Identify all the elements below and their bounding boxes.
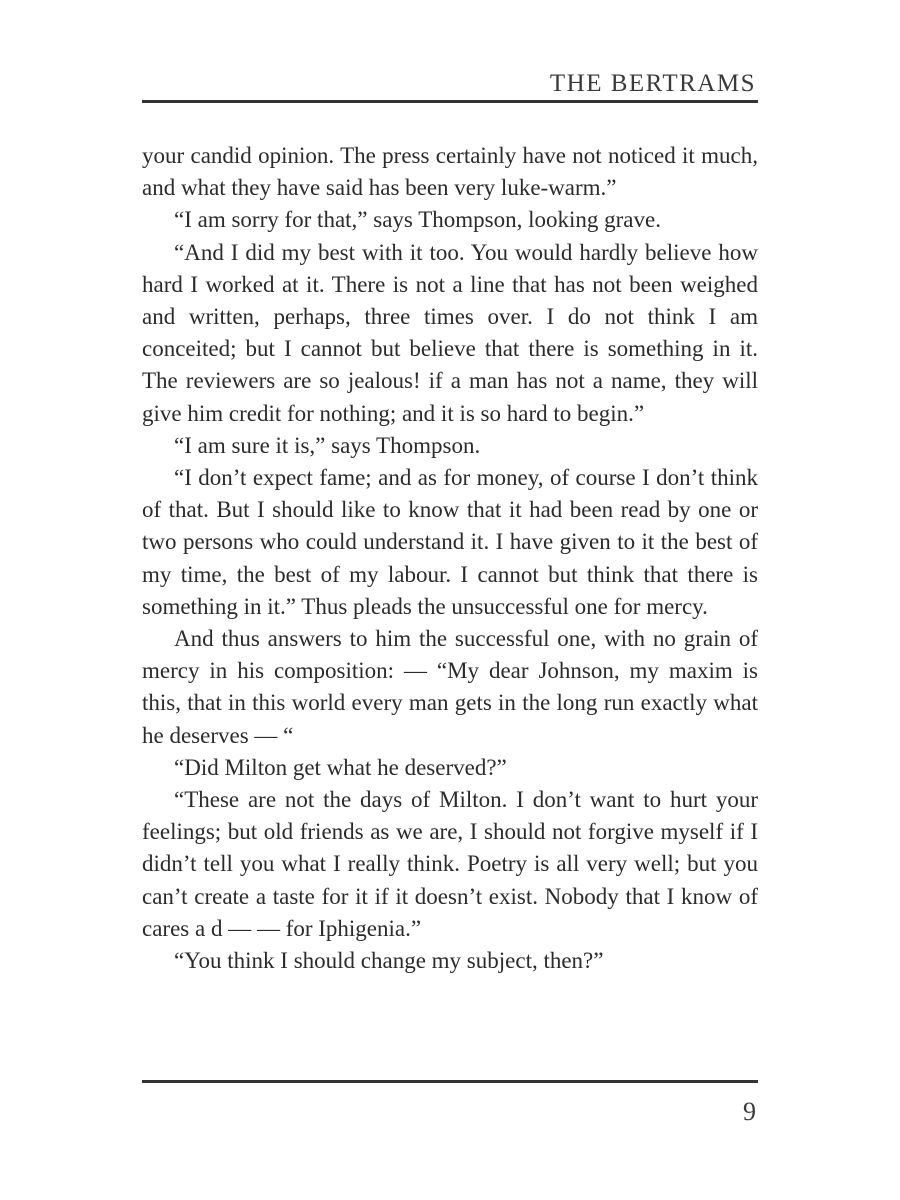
paragraph: your candid opinion. The press certainly have not noticed it much, and what they have said has been very luke-warm.” xyxy=(142,143,758,201)
paragraph: “Did Milton get what he deserved?” xyxy=(174,754,507,780)
paragraph: “I am sure it is,” says Thompson. xyxy=(174,432,481,458)
footer-rule xyxy=(142,1080,758,1083)
paragraph: “I don’t expect fame; and as for money, of course I don’t think of that. But I should like to know that it had been read by one or two persons who could understand it. I have given to it the best of my time, the best of my labour. I cannot but think that there is something in it.” Thus pleads the unsuccessful one for mercy. xyxy=(142,465,758,619)
paragraph: “These are not the days of Milton. I don’t want to hurt your feelings; but old friends as we are, I should not forgive myself if I didn’t tell you what I really think. Poetry is all very well; but you can’t create a taste for it if it doesn’t exist. Nobody that I know of cares a d — — for Iphigenia.” xyxy=(142,787,758,941)
header-rule xyxy=(142,100,758,103)
paragraph: “I am sorry for that,” says Thompson, looking grave. xyxy=(174,207,661,233)
paragraph: And thus answers to him the successful one, with no grain of mercy in his composition: — “My dear Johnson, my maxim is this, that in this world every man gets in the long run exactly what he deserves — “ xyxy=(142,626,758,748)
body-text xyxy=(142,140,758,977)
paragraph: “You think I should change my subject, then?” xyxy=(174,948,604,974)
paragraph: “And I did my best with it too. You would hardly believe how hard I worked at it. There is not a line that has not been weighed and written, perhaps, three times over. I do not think I am conceited; but I cannot but believe that there is something in it. The reviewers are so jealous! if a man has not a name, they will give him credit for nothing; and it is so hard to begin.” xyxy=(142,239,758,426)
page-number: 9 xyxy=(743,1097,756,1126)
running-title: THE BERTRAMS xyxy=(549,70,756,97)
